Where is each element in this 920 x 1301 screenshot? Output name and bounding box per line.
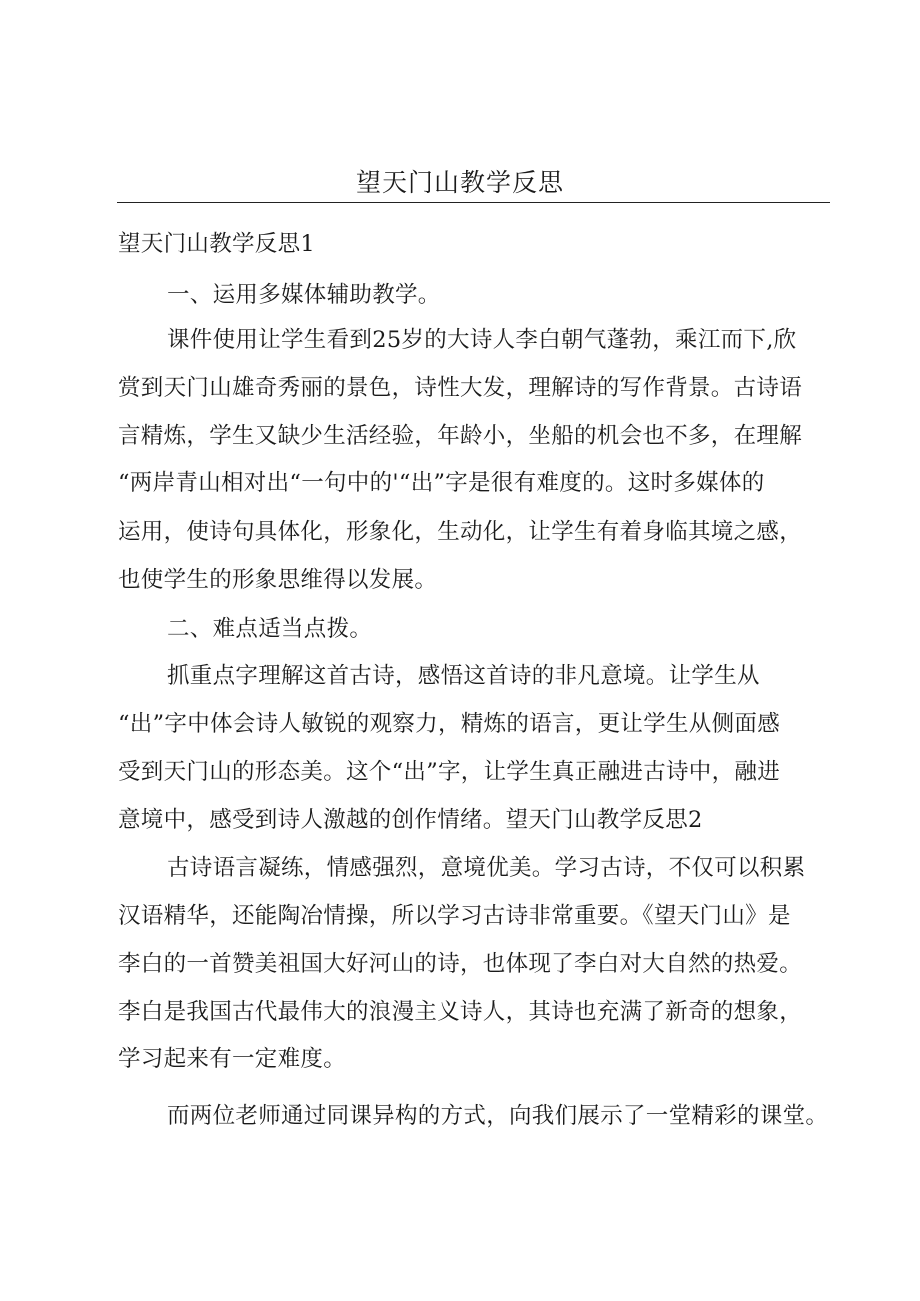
section-heading-1: 望天门山教学反思1 bbox=[118, 231, 316, 257]
paragraph-line: 抓重点字理解这首古诗，感悟这首诗的非凡意境。让学生从 bbox=[167, 663, 760, 689]
paragraph-line: 汉语精华，还能陶冶情操，所以学习古诗非常重要。《望天门山》是 bbox=[118, 903, 791, 929]
paragraph-line: 受到天门山的形态美。这个“出”字，让学生真正融进古诗中，融进 bbox=[118, 759, 781, 785]
paragraph-line: 李白是我国古代最伟大的浪漫主义诗人，其诗也充满了新奇的想象， bbox=[118, 999, 803, 1025]
paragraph-line: 运用，使诗句具体化，形象化，生动化，让学生有着身临其境之感， bbox=[118, 519, 803, 545]
subheading-2: 二、难点适当点拨。 bbox=[167, 616, 373, 642]
paragraph-line: 而两位老师通过同课异构的方式，向我们展示了一堂精彩的课堂。 bbox=[167, 1103, 829, 1129]
paragraph-line: 意境中，感受到诗人激越的创作情绪。望天门山教学反思2 bbox=[118, 807, 703, 833]
paragraph-line: 学习起来有一定难度。 bbox=[118, 1046, 347, 1072]
paragraph-line: 李白的一首赞美祖国大好河山的诗，也体现了李白对大自然的热爱。 bbox=[118, 951, 803, 977]
paragraph-line: 赏到天门山雄奇秀丽的景色，诗性大发，理解诗的写作背景。古诗语 bbox=[118, 375, 803, 401]
paragraph-line: “两岸青山相对出“一句中的'“出”字是很有难度的。这时多媒体的 bbox=[118, 470, 765, 496]
title-divider bbox=[117, 202, 830, 203]
paragraph-line: 言精炼，学生又缺少生活经验，年龄小，坐船的机会也不多，在理解 bbox=[118, 423, 803, 449]
paragraph-line: 古诗语言凝练，情感强烈，意境优美。学习古诗，不仅可以积累 bbox=[167, 855, 806, 881]
paragraph-line: 课件使用让学生看到25岁的大诗人李白朝气蓬勃，乘江而下,欣 bbox=[167, 327, 797, 353]
document-title: 望天门山教学反思 bbox=[355, 168, 564, 197]
paragraph-line: “出”字中体会诗人敏锐的观察力，精炼的语言，更让学生从侧面感 bbox=[118, 711, 781, 737]
paragraph-line: 也使学生的形象思维得以发展。 bbox=[118, 567, 438, 593]
subheading-1: 一、运用多媒体辅助教学。 bbox=[167, 282, 441, 308]
